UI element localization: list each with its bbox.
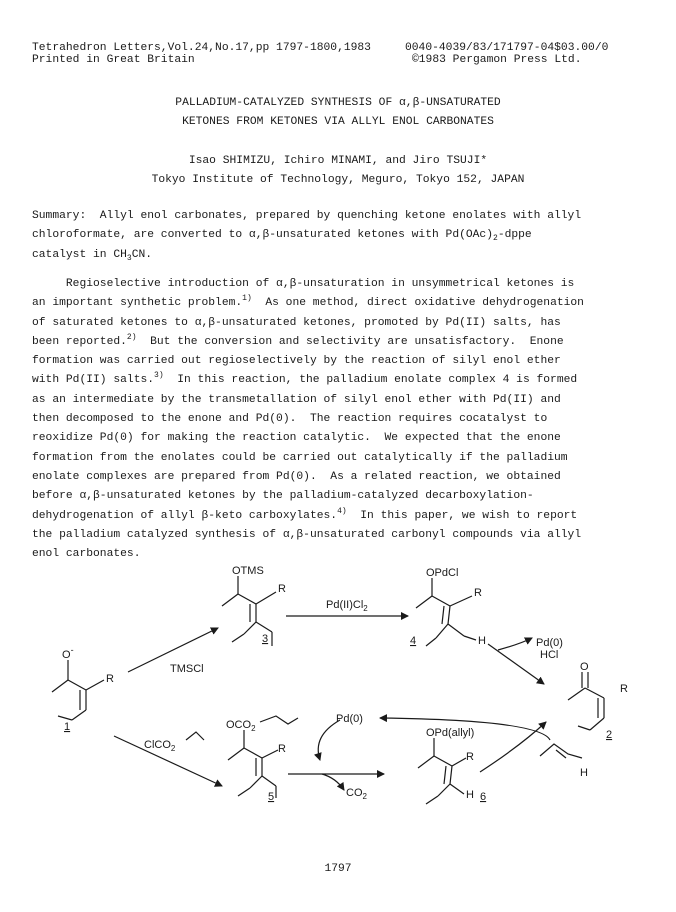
reference-marker: 3) bbox=[154, 371, 164, 381]
journal-citation: Tetrahedron Letters,Vol.24,No.17,pp 1797-1800,1983 bbox=[32, 42, 371, 54]
title-line-1: PALLADIUM-CATALYZED SYNTHESIS OF α,β-UNSATURATED bbox=[175, 97, 501, 109]
summary-line: catalyst in $CH_3CN$. bbox=[32, 248, 153, 263]
body-line: reoxidize Pd(0) for making the reaction catalytic. We expected that the enone bbox=[32, 432, 561, 445]
body-line: the palladium catalyzed synthesis of α,β-unsaturated carbonyl compounds via allyl bbox=[32, 528, 582, 541]
body-line: enolate complexes are prepared from Pd(0). As a related reaction, we obtained bbox=[32, 470, 561, 483]
reagent-clco2: ClCO$_2$ bbox=[144, 739, 176, 753]
reaction-scheme bbox=[0, 560, 676, 860]
substituent-r: R bbox=[106, 673, 114, 685]
byproduct-hcl: HCl bbox=[540, 649, 559, 661]
substituent-r: R bbox=[466, 751, 474, 763]
reagent-tmscl: TMSCl bbox=[170, 663, 204, 675]
compound-number-4: 4 bbox=[410, 635, 417, 647]
page-number: 1797 bbox=[324, 863, 352, 875]
hydrogen-label: H bbox=[580, 767, 588, 779]
compound-2-structure bbox=[568, 672, 604, 730]
body-line: formation was carried out regioselectively by the reaction of silyl enol ether bbox=[32, 355, 561, 368]
otms-label: OTMS bbox=[232, 565, 264, 577]
opdcl-label: OPdCl bbox=[426, 567, 459, 579]
reagent-pd0: Pd(0) bbox=[536, 637, 563, 649]
author-affiliation: Tokyo Institute of Technology, Meguro, Tokyo 152, JAPAN bbox=[151, 174, 525, 186]
author-names: Isao SHIMIZU, Ichiro MINAMI, and Jiro TSUJI* bbox=[188, 155, 488, 167]
compound-number-2: 2 bbox=[606, 729, 613, 741]
copyright: ©1983 Pergamon Press Ltd. bbox=[412, 54, 582, 66]
body-line: dehydrogenation of allyl β-keto carboxylates.$^{4)}$ In this paper, we wish to report bbox=[32, 506, 578, 522]
body-line: then decomposed to the enone and Pd(0). The reaction requires cocatalyst to bbox=[32, 413, 548, 426]
reference-marker: 1) bbox=[242, 294, 252, 304]
body-line: an important synthetic problem.$^{1)}$ As one method, direct oxidative dehydrogenation bbox=[32, 294, 584, 310]
compound-number-5: 5 bbox=[268, 791, 275, 803]
reagent-pdcl2: $Pd(II)Cl_2$ bbox=[326, 599, 368, 613]
hydrogen-label: H bbox=[478, 635, 486, 647]
compound-number-3: 3 bbox=[262, 633, 269, 645]
substituent-r: R bbox=[620, 683, 628, 695]
hydrogen-label: H bbox=[466, 789, 474, 801]
issn-code: 0040-4039/83/171797-04$03.00/0 bbox=[405, 42, 609, 54]
body-line: before α,β-unsaturated ketones by the palladium-catalyzed decarboxylation- bbox=[32, 490, 534, 503]
summary bbox=[32, 207, 648, 265]
compound-1-structure bbox=[52, 660, 104, 720]
enolate-oxygen: O- bbox=[62, 645, 74, 661]
byproduct-co2: $CO_2$ bbox=[346, 787, 367, 801]
oco2-label: $OCO_2$ bbox=[226, 719, 256, 733]
opdallyl-label: OPd(allyl) bbox=[426, 727, 475, 739]
body-line: Regioselective introduction of α,β-unsaturation in unsymmetrical ketones is bbox=[32, 278, 575, 290]
body-line: enol carbonates. bbox=[32, 548, 141, 561]
compound-number-6: 6 bbox=[480, 791, 487, 803]
reference-marker: 2) bbox=[126, 332, 137, 342]
body-paragraph bbox=[32, 275, 648, 564]
substituent-r: R bbox=[474, 587, 482, 599]
substituent-r: R bbox=[278, 583, 286, 595]
propene-structure bbox=[540, 744, 582, 758]
substituent-r: R bbox=[278, 743, 286, 755]
summary-line: chloroformate, are converted to α,β-unsaturated ketones with $Pd(OAc)_2$-dppe bbox=[32, 229, 532, 244]
compound-4-structure bbox=[416, 578, 476, 646]
body-line: as an intermediate by the transmetallation of silyl enol ether with Pd(II) and bbox=[32, 393, 561, 406]
title-line-2: KETONES FROM KETONES VIA ALLYL ENOL CARBONATES bbox=[182, 116, 494, 128]
body-line: been reported.$^{2)}$ But the conversion and selectivity are unsatisfactory. Enone bbox=[32, 332, 564, 348]
elimination-arrow bbox=[488, 644, 544, 684]
summary-line: Summary: Allyl enol carbonates, prepared by quenching ketone enolates with allyl bbox=[32, 210, 582, 222]
pd0-cycle-label: Pd(0) bbox=[336, 713, 363, 725]
body-line: with Pd(II) salts.$^{3)}$ In this reaction, the palladium enolate complex 4 is formed bbox=[32, 371, 578, 387]
printed-in: Printed in Great Britain bbox=[32, 54, 195, 66]
compound-number-1: 1 bbox=[64, 721, 71, 733]
body-line: of saturated ketones to α,β-unsaturated ketones, promoted by Pd(II) salts, has bbox=[32, 316, 561, 329]
body-line: formation from the enolates could be carried out catalytically if the palladium bbox=[32, 451, 568, 464]
reference-marker: 4) bbox=[337, 506, 347, 516]
carbonyl-oxygen: O bbox=[580, 661, 589, 673]
compound-6-structure bbox=[418, 738, 466, 804]
